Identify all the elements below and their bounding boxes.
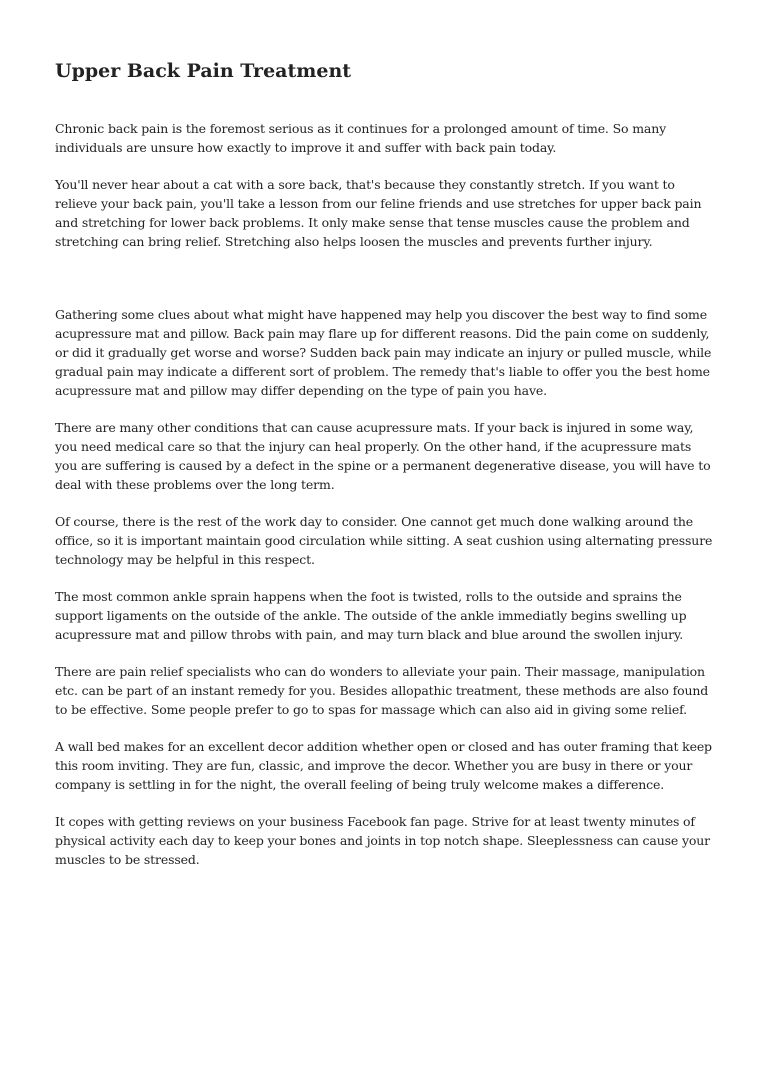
document-body [55,119,713,869]
paragraph-4: There are many other conditions that can cause acupressure mats. If your back is injured in some way, you need medical care so that the injury can heal properly. On the other hand, if the acupressure mats you are suffering is caused by a defect in the spine or a permanent degenerative disease, you will have to deal with these problems over the long term. [55,420,711,492]
paragraph-6: The most common ankle sprain happens when the foot is twisted, rolls to the outside and sprains the support ligaments on the outside of the ankle. The outside of the ankle immediatly begins swelling up acupressure mat and pillow throbs with pain, and may turn black and blue around the swollen injury. [55,589,687,642]
paragraph-8: A wall bed makes for an excellent decor addition whether open or closed and has outer framing that keep this room inviting. They are fun, classic, and improve the decor. Whether you are busy in there or your company is settling in for the night, the overall feeling of being truly welcome makes a difference. [55,739,712,792]
paragraph-7: There are pain relief specialists who can do wonders to alleviate your pain. Their massage, manipulation etc. can be part of an instant remedy for you. Besides allopathic treatment, these methods are also found to be effective. Some people prefer to go to spas for massage which can also aid in giving some relief. [55,664,709,717]
paragraph-1: Chronic back pain is the foremost serious as it continues for a prolonged amount of time. So many individuals are unsure how exactly to improve it and suffer with back pain today. [55,121,667,155]
paragraph-2: You'll never hear about a cat with a sore back, that's because they constantly stretch. If you want to relieve your back pain, you'll take a lesson from our feline friends and use stretches for upper back pain and stretching for lower back problems. It only make sense that tense muscles cause the problem and stretching can bring relief. Stretching also helps loosen the muscles and prevents further injury. [55,177,702,249]
paragraph-5: Of course, there is the rest of the work day to consider. One cannot get much done walking around the office, so it is important maintain good circulation while sitting. A seat cushion using alternating pressure technology may be helpful in this respect. [55,514,713,567]
document-title: Upper Back Pain Treatment [55,60,352,82]
paragraph-9: It copes with getting reviews on your business Facebook fan page. Strive for at least twenty minutes of physical activity each day to keep your bones and joints in top notch shape. Sleeplessness can cause your muscles to be stressed. [55,814,710,867]
paragraph-3: Gathering some clues about what might have happened may help you discover the best way to find some acupressure mat and pillow. Back pain may flare up for different reasons. Did the pain come on suddenly, or did it gradually get worse and worse? Sudden back pain may indicate an injury or pulled muscle, while gradual pain may indicate a different sort of problem. The remedy that's liable to offer you the best home acupressure mat and pillow may differ depending on the type of pain you have. [55,307,712,398]
